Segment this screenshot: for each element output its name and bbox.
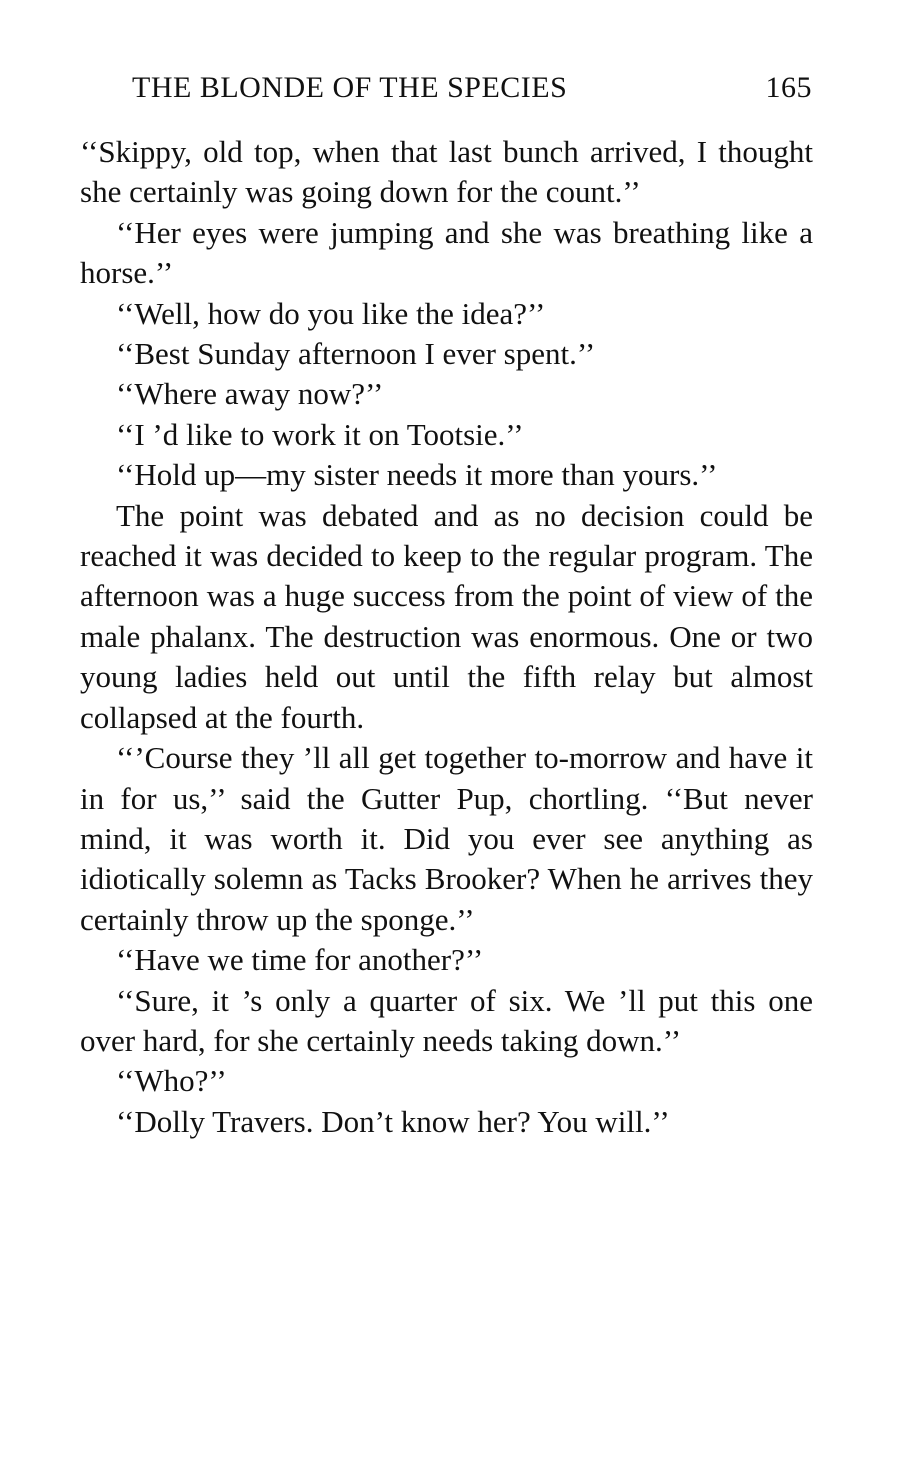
- paragraph: ‘‘’Course they ’ll all get together to-morrow and have it in for us,’’ said the Gutter Pup, chortling. ‘‘But never mind, it was worth it. Did you ever see anything as idiotically solemn as Tacks Brooker? When he arrives they certainly throw up the sponge.’’: [80, 740, 813, 937]
- paragraph: ‘‘Where away now?’’: [116, 376, 384, 412]
- paragraph: The point was debated and as no decision could be reached it was decided to keep to the regular program. The afternoon was a huge success from the point of view of the male phalanx. The destruction was enormous. One or two young ladies held out until the fifth relay but almost collapsed at the fourth.: [80, 497, 813, 735]
- running-head: [132, 66, 812, 110]
- paragraph: ‘‘Hold up—my sister needs it more than yours.’’: [116, 457, 718, 493]
- paragraph: ‘‘Dolly Travers. Don’t know her? You will.’’: [116, 1103, 670, 1139]
- page-number: 165: [765, 71, 812, 104]
- paragraph: ‘‘Who?’’: [116, 1063, 227, 1099]
- paragraph: ‘‘I ’d like to work it on Tootsie.’’: [116, 416, 524, 452]
- paragraph: ‘‘Have we time for another?’’: [116, 942, 484, 978]
- body-text: [80, 132, 813, 1142]
- paragraph: ‘‘Skippy, old top, when that last bunch arrived, I thought she certainly was going down for the count.’’: [80, 134, 813, 210]
- paragraph: ‘‘Well, how do you like the idea?’’: [116, 295, 546, 331]
- paragraph: ‘‘Her eyes were jumping and she was breathing like a horse.’’: [80, 214, 813, 291]
- paragraph: ‘‘Sure, it ’s only a quarter of six. We ’ll put this one over hard, for she certainly needs taking down.’’: [80, 982, 813, 1058]
- paragraph: ‘‘Best Sunday afternoon I ever spent.’’: [116, 336, 596, 372]
- running-head-title: THE BLONDE OF THE SPECIES: [132, 71, 568, 104]
